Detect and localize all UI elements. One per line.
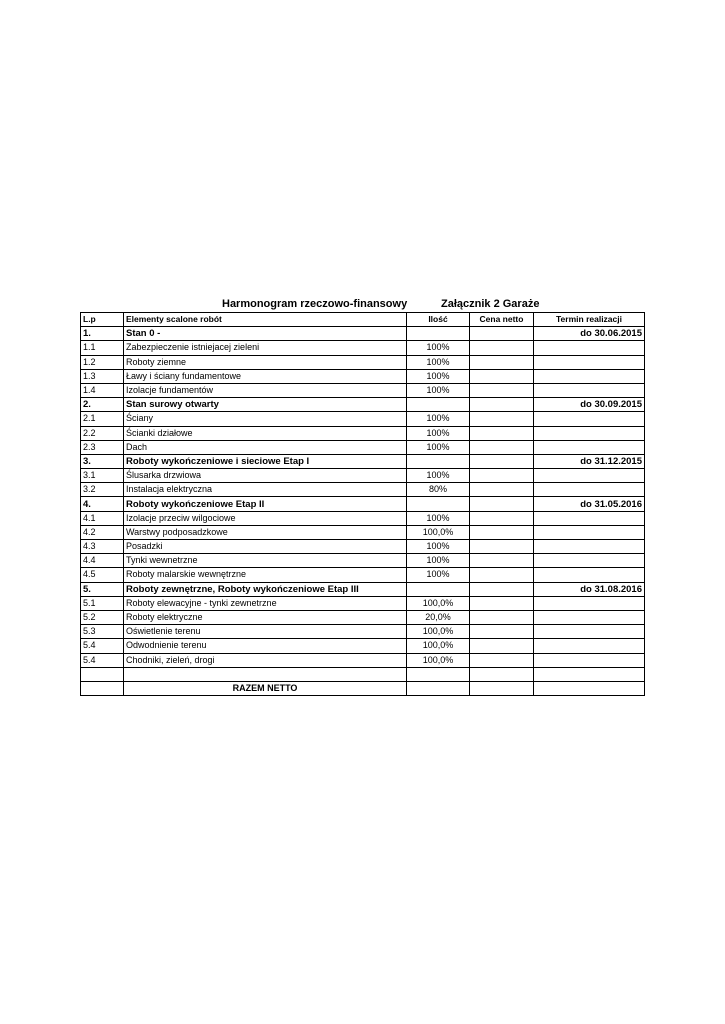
item-row xyxy=(81,341,645,355)
table-header-row xyxy=(81,313,645,327)
item-name: Ścianki działowe xyxy=(124,426,407,440)
item-name: Odwodnienie terenu xyxy=(124,639,407,653)
item-row xyxy=(81,412,645,426)
deadline-cell xyxy=(534,440,645,454)
deadline-cell xyxy=(534,653,645,667)
item-name: Dach xyxy=(124,440,407,454)
quantity-cell: 100,0% xyxy=(407,653,470,667)
blank-row xyxy=(81,667,645,682)
item-lp: 4.1 xyxy=(81,511,124,525)
quantity-cell: 100% xyxy=(407,426,470,440)
item-row xyxy=(81,625,645,639)
item-lp: 3.1 xyxy=(81,469,124,483)
deadline-cell: do 31.08.2016 xyxy=(534,582,645,596)
item-lp: 2.1 xyxy=(81,412,124,426)
deadline-cell xyxy=(534,426,645,440)
section-name: Roboty wykończeniowe Etap II xyxy=(124,497,407,511)
deadline-cell: do 30.09.2015 xyxy=(534,398,645,412)
item-row xyxy=(81,426,645,440)
item-name: Roboty ziemne xyxy=(124,355,407,369)
item-lp: 3.2 xyxy=(81,483,124,497)
item-lp: 2.3 xyxy=(81,440,124,454)
section-row xyxy=(81,398,645,412)
column-header-lp: L.p xyxy=(81,313,124,327)
item-row xyxy=(81,554,645,568)
net-price-cell xyxy=(470,355,534,369)
item-row xyxy=(81,483,645,497)
column-header-elements: Elementy scalone robót xyxy=(124,313,407,327)
column-header-deadline: Termin realizacji xyxy=(534,313,645,327)
column-header-net-price: Cena netto xyxy=(470,313,534,327)
quantity-cell: 100% xyxy=(407,469,470,483)
net-price-cell xyxy=(470,483,534,497)
quantity-cell: 80% xyxy=(407,483,470,497)
net-price-cell xyxy=(470,398,534,412)
quantity-cell xyxy=(407,398,470,412)
quantity-cell: 100% xyxy=(407,341,470,355)
net-price-cell xyxy=(470,582,534,596)
item-name: Ślusarka drzwiowa xyxy=(124,469,407,483)
item-row xyxy=(81,639,645,653)
total-row xyxy=(81,682,645,696)
deadline-cell xyxy=(534,469,645,483)
section-lp: 5. xyxy=(81,582,124,596)
item-name: Chodniki, zieleń, drogi xyxy=(124,653,407,667)
net-price-cell xyxy=(470,639,534,653)
item-lp: 5.4 xyxy=(81,639,124,653)
deadline-cell xyxy=(534,540,645,554)
empty-cell xyxy=(81,667,124,682)
net-price-cell xyxy=(470,369,534,383)
quantity-cell xyxy=(407,497,470,511)
net-price-cell xyxy=(470,540,534,554)
total-label: RAZEM NETTO xyxy=(124,682,407,696)
item-lp: 4.3 xyxy=(81,540,124,554)
net-price-cell xyxy=(470,497,534,511)
item-lp: 1.2 xyxy=(81,355,124,369)
net-price-cell xyxy=(470,682,534,696)
item-row xyxy=(81,653,645,667)
quantity-cell: 100% xyxy=(407,355,470,369)
item-name: Izolacje przeciw wilgociowe xyxy=(124,511,407,525)
empty-cell xyxy=(124,667,407,682)
net-price-cell xyxy=(470,341,534,355)
item-name: Oświetlenie terenu xyxy=(124,625,407,639)
item-lp: 5.1 xyxy=(81,596,124,610)
item-lp: 1.4 xyxy=(81,383,124,397)
item-lp: 4.5 xyxy=(81,568,124,582)
deadline-cell: do 31.05.2016 xyxy=(534,497,645,511)
item-name: Roboty elektryczne xyxy=(124,610,407,624)
section-name: Stan surowy otwarty xyxy=(124,398,407,412)
item-row xyxy=(81,511,645,525)
item-row xyxy=(81,369,645,383)
quantity-cell xyxy=(407,454,470,468)
section-name: Roboty zewnętrzne, Roboty wykończeniowe Etap III xyxy=(124,582,407,596)
table-body xyxy=(81,327,645,696)
empty-cell xyxy=(534,667,645,682)
net-price-cell xyxy=(470,610,534,624)
deadline-cell xyxy=(534,341,645,355)
document-title: Harmonogram rzeczowo-finansowy xyxy=(222,298,408,310)
quantity-cell: 100% xyxy=(407,369,470,383)
item-name: Instalacja elektryczna xyxy=(124,483,407,497)
item-name: Roboty elewacyjne - tynki zewnetrzne xyxy=(124,596,407,610)
quantity-cell: 100% xyxy=(407,412,470,426)
item-name: Zabezpieczenie istniejacej zieleni xyxy=(124,341,407,355)
net-price-cell xyxy=(470,511,534,525)
item-row xyxy=(81,355,645,369)
section-row xyxy=(81,582,645,596)
deadline-cell xyxy=(534,554,645,568)
deadline-cell xyxy=(534,625,645,639)
deadline-cell xyxy=(534,412,645,426)
empty-cell xyxy=(470,667,534,682)
quantity-cell: 100% xyxy=(407,383,470,397)
deadline-cell xyxy=(534,383,645,397)
deadline-cell: do 31.12.2015 xyxy=(534,454,645,468)
item-lp: 1.1 xyxy=(81,341,124,355)
attachment-label: Załącznik 2 Garaże xyxy=(441,298,540,310)
item-row xyxy=(81,440,645,454)
net-price-cell xyxy=(470,554,534,568)
net-price-cell xyxy=(470,454,534,468)
item-row xyxy=(81,540,645,554)
deadline-cell xyxy=(534,639,645,653)
item-row xyxy=(81,568,645,582)
section-lp: 1. xyxy=(81,327,124,341)
net-price-cell xyxy=(470,653,534,667)
item-lp: 5.4 xyxy=(81,653,124,667)
quantity-cell: 100% xyxy=(407,440,470,454)
item-lp: 4.2 xyxy=(81,525,124,539)
deadline-cell xyxy=(534,355,645,369)
item-name: Tynki wewnetrzne xyxy=(124,554,407,568)
net-price-cell xyxy=(470,327,534,341)
item-name: Warstwy podposadzkowe xyxy=(124,525,407,539)
quantity-cell: 100,0% xyxy=(407,525,470,539)
quantity-cell: 100% xyxy=(407,511,470,525)
net-price-cell xyxy=(470,383,534,397)
item-lp: 1.3 xyxy=(81,369,124,383)
item-row xyxy=(81,596,645,610)
deadline-cell xyxy=(534,682,645,696)
section-row xyxy=(81,327,645,341)
section-row xyxy=(81,454,645,468)
item-row xyxy=(81,469,645,483)
section-lp: 2. xyxy=(81,398,124,412)
net-price-cell xyxy=(470,568,534,582)
item-row xyxy=(81,525,645,539)
column-header-quantity: Ilość xyxy=(407,313,470,327)
quantity-cell: 100% xyxy=(407,554,470,568)
item-name: Ławy i ściany fundamentowe xyxy=(124,369,407,383)
net-price-cell xyxy=(470,412,534,426)
net-price-cell xyxy=(470,596,534,610)
deadline-cell xyxy=(534,483,645,497)
net-price-cell xyxy=(470,469,534,483)
item-row xyxy=(81,610,645,624)
section-name: Stan 0 - xyxy=(124,327,407,341)
item-lp: 5.2 xyxy=(81,610,124,624)
item-lp: 4.4 xyxy=(81,554,124,568)
quantity-cell xyxy=(407,327,470,341)
item-lp: 2.2 xyxy=(81,426,124,440)
deadline-cell xyxy=(534,596,645,610)
net-price-cell xyxy=(470,426,534,440)
quantity-cell: 20,0% xyxy=(407,610,470,624)
deadline-cell xyxy=(534,525,645,539)
item-name: Posadzki xyxy=(124,540,407,554)
quantity-cell xyxy=(407,682,470,696)
net-price-cell xyxy=(470,625,534,639)
item-name: Ściany xyxy=(124,412,407,426)
net-price-cell xyxy=(470,440,534,454)
net-price-cell xyxy=(470,525,534,539)
deadline-cell: do 30.06.2015 xyxy=(534,327,645,341)
quantity-cell: 100,0% xyxy=(407,639,470,653)
deadline-cell xyxy=(534,511,645,525)
quantity-cell xyxy=(407,582,470,596)
section-lp: 4. xyxy=(81,497,124,511)
quantity-cell: 100,0% xyxy=(407,596,470,610)
deadline-cell xyxy=(534,568,645,582)
deadline-cell xyxy=(534,610,645,624)
quantity-cell: 100,0% xyxy=(407,625,470,639)
quantity-cell: 100% xyxy=(407,568,470,582)
empty-cell xyxy=(407,667,470,682)
item-name: Roboty malarskie wewnętrzne xyxy=(124,568,407,582)
quantity-cell: 100% xyxy=(407,540,470,554)
schedule-table xyxy=(80,312,645,696)
deadline-cell xyxy=(534,369,645,383)
item-name: Izolacje fundamentów xyxy=(124,383,407,397)
item-lp: 5.3 xyxy=(81,625,124,639)
item-row xyxy=(81,383,645,397)
section-lp: 3. xyxy=(81,454,124,468)
section-name: Roboty wykończeniowe i sieciowe Etap I xyxy=(124,454,407,468)
section-row xyxy=(81,497,645,511)
empty-cell xyxy=(81,682,124,696)
